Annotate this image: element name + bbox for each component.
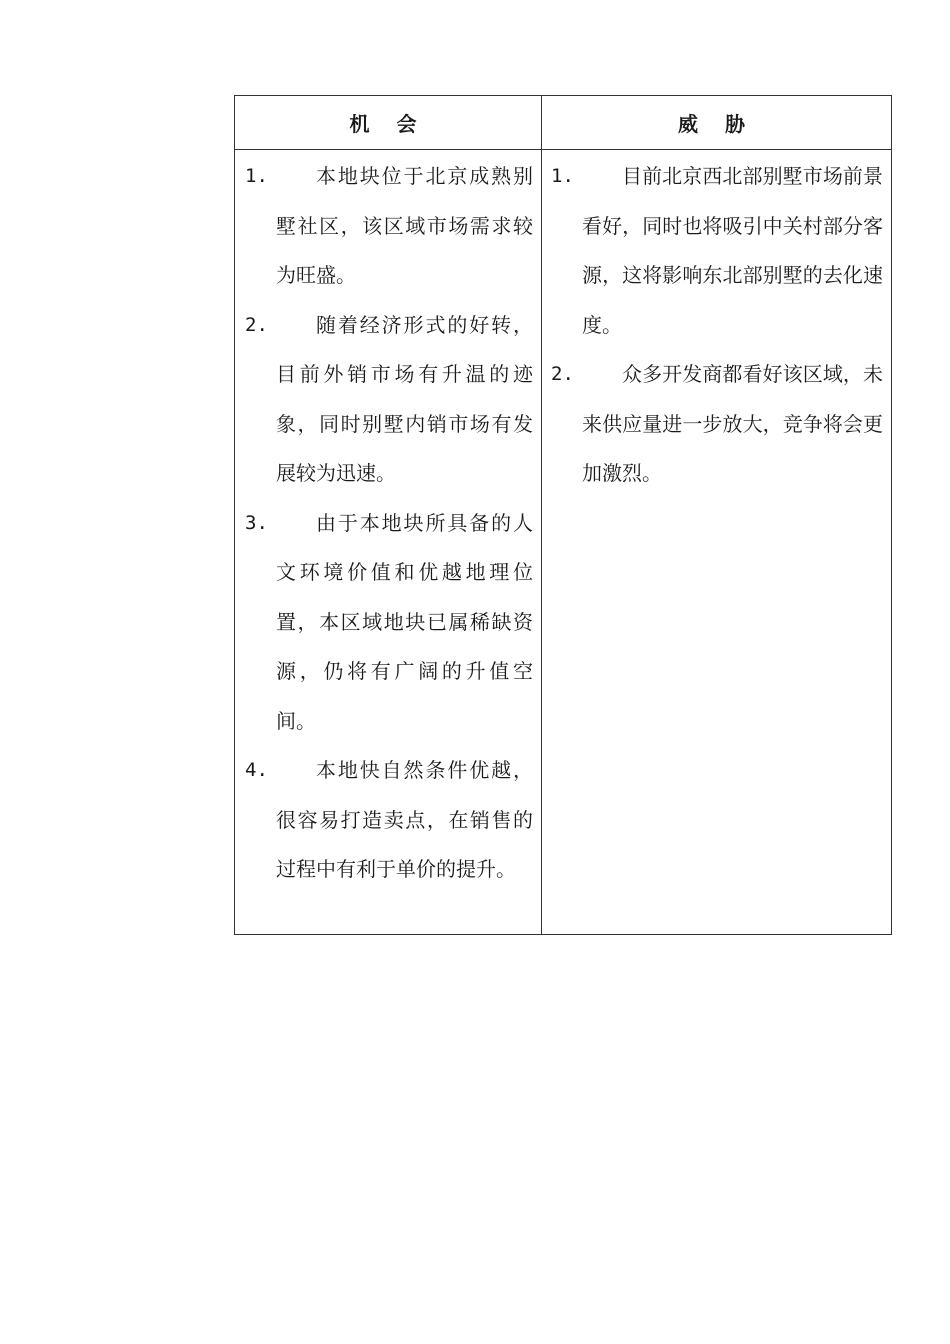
opportunity-item-1 [235,152,541,301]
item-number: 2. [245,313,268,336]
opportunity-item-3 [235,499,541,747]
item-text: 本地快自然条件优越，很容易打造卖点，在销售的过程中有利于单价的提升。 [276,758,533,881]
swot-table [234,95,892,935]
item-number: 1. [245,165,268,187]
item-number: 4. [245,759,268,781]
item-text: 由于本地块所具备的人文环境价值和优越地理位置，本区域地块已属稀缺资源，仍将有广阔的升值空间。 [276,510,533,733]
threats-column [542,150,891,934]
opportunity-item-4 [235,746,541,895]
item-text: 本地块位于北京成熟别墅社区，该区域市场需求较为旺盛。 [276,164,533,287]
item-number: 3. [245,511,268,534]
threat-item-2 [542,350,891,499]
item-number: 1. [551,165,574,187]
header-threats: 威 胁 [542,96,891,150]
opportunities-column [235,150,542,934]
item-text: 目前北京西北部别墅市场前景看好，同时也将吸引中关村部分客源，这将影响东北部别墅的去化速度。 [582,164,883,337]
opportunity-item-2 [235,301,541,499]
header-opportunities: 机 会 [235,96,542,150]
threat-item-1 [542,152,891,350]
item-number: 2. [551,363,574,385]
item-text: 众多开发商都看好该区域，未来供应量进一步放大，竞争将会更加激烈。 [582,362,883,485]
item-text: 随着经济形式的好转，目前外销市场有升温的迹象，同时别墅内销市场有发展较为迅速。 [276,312,533,485]
